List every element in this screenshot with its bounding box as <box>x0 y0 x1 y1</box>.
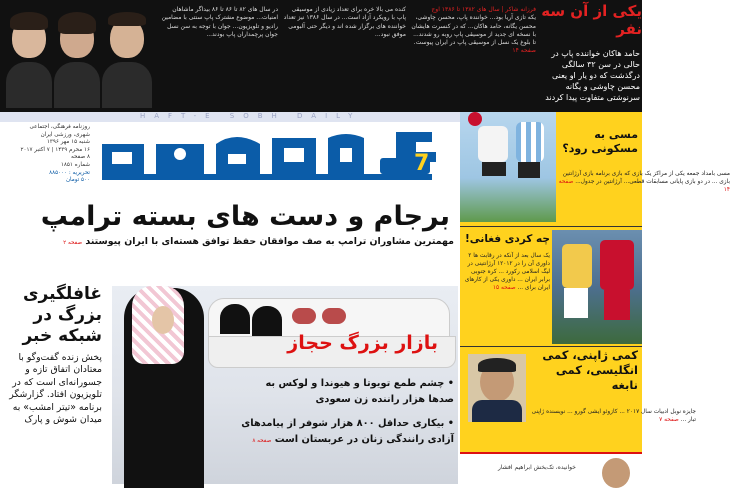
center-bullet: صدها هزار راننده زن سعودی <box>315 394 454 405</box>
story-body: یک سال بعد از آنکه در رقابت ها ۲ داوری آن را در ۱۲۰۱۲ آرژانتینی در لیگ اسلامی رکورد ... کره جنوبی برابر ایران ... داوری یکی از کارهای ایران برای ... صفحه ۱۵ <box>464 253 550 291</box>
svg-text:7: 7 <box>414 151 430 176</box>
left-story-body: پخش زنده گفت‌وگو با معتادان اتفاق تازه و جسورانه‌ای است که در تلویزیون افتاد. گزارشگر برنامه «تیتر امشب» به میدان شوش و پارک <box>9 352 102 426</box>
sub-headline: مهمترین مشاوران ترامپ به صف موافقان حفظ توافق هسته‌ای با ایران پیوستند صفحه ۲ <box>63 236 454 247</box>
football-photo <box>460 112 556 222</box>
meta-line: شهری، ورزشی ایران <box>40 131 90 138</box>
right-column <box>460 112 730 490</box>
center-story-title: بازار بزرگ حجاز <box>287 332 438 354</box>
story-title: کمی ژاپنی، کمی انگلیسی، کمی نابغه <box>542 348 638 392</box>
banner-byline: فرزانه شاکر | سال های ۱۳۸۲ تا ۱۳۸۶ اوج <box>431 6 536 13</box>
banner-column: فرزانه شاکر | سال های ۱۳۸۲ تا ۱۳۸۶ اوج یکه تازی آریا بود... خواننده پاپ، محسن چاوشی، محسن یگانه، حامد هاکان... که در کنسرت هایشان با نسخه ای جدید از موسیقی پاپ روبه رو شدند... تا بلوغ یک نسل از موسیقی پاپ در ایران پیوست. صفحه ۱۴ <box>411 6 536 55</box>
newspaper-logo <box>96 124 442 190</box>
issue-meta <box>6 124 90 185</box>
columnist-photo <box>602 458 630 488</box>
banner-column: در سال های ۸۲ تا ۸۶ تا ۸۶ بیداگر ماشاهان امنیات... موضوع مشترک پاپ سنتی با مضامین رادیو و تلویزیون... جوان با توجه به سن نسل جوان پرچمداران پاپ بودند... <box>161 6 278 38</box>
meta-line: ۸ صفحه <box>71 154 90 161</box>
meta-line: روزنامه فرهنگی، اجتماعی <box>29 124 90 130</box>
columnist-name: خوانیده، تک‌بخش ابراهیم افشار <box>497 464 576 471</box>
story-title: چه کردی فغانی! <box>465 233 550 245</box>
story-body: مسی بامداد جمعه یکی از مراکز یک بازی که بازی برنامه بازی آرژانتین بازی ... در دو بازی پایانی مسابقات قطعی... آرژانتین در جدول... صفحه ۱۴ <box>558 171 730 193</box>
top-story-summary: حامد هاکان خواننده پاپ در حالی در سن ۳۲ سالگی درگذشت که دو یار او یعنی محسن چاوشی و یگانه سرنوشتی متفاوت پیدا کردند <box>545 49 640 102</box>
masthead-strip: HAFT-E SOBH DAILY <box>0 112 460 122</box>
meta-line: شماره ۱۸۵۱ <box>60 161 90 168</box>
portrait-photo <box>54 4 100 108</box>
left-story-title: غافلگیری بزرگ در شبکه خبر <box>22 284 102 346</box>
center-bullet: • بیکاری حداقل ۸۰۰ هزار شوفر از پیامدهای <box>241 418 454 429</box>
portrait-photo <box>6 4 52 108</box>
center-bullet: • چشم طمع تویوتا و هیوندا و لوکس به <box>265 378 454 389</box>
story-body: جایزه نوبل ادبیات سال ۲۰۱۷ ... کازوئو ایشی گورو ... نویسنده ژاپنی تبار ... صفحه ۷ <box>531 409 696 423</box>
center-bullet: آزادی رانندگی زنان در عربستان است صفحه ۸ <box>252 434 454 445</box>
top-story-headline: یکی از آن سه نفر <box>541 2 642 38</box>
meta-line: تحریریه : ۸۸۵۰۰۰ <box>49 169 90 176</box>
portrait-photo <box>102 4 152 108</box>
story-title: مسی به مسکونی رود؟ <box>562 128 638 155</box>
columnist-box <box>460 452 642 492</box>
meta-line: ۵۰۰ تومان <box>65 177 90 184</box>
meta-line: ۱۶ محرم ۱۴۳۹ | ۷ اکتبر ۲۰۱۷ <box>20 146 90 153</box>
main-headline: برجام و دست های بسته ترامپ <box>40 201 450 232</box>
meta-line: شنبه ۱۵ مهر ۱۳۹۶ <box>46 139 90 146</box>
football-photo <box>552 230 642 344</box>
banner-column: کنده می بالا خره برای تعداد زیادی از موسیقی پاپ با رویکرد آزاد است... در سال ۱۳۸۶ نیز تعداد خواننده های برگزار شده اند و دیگر حتی آلبومی موفق نبود... <box>283 6 406 38</box>
